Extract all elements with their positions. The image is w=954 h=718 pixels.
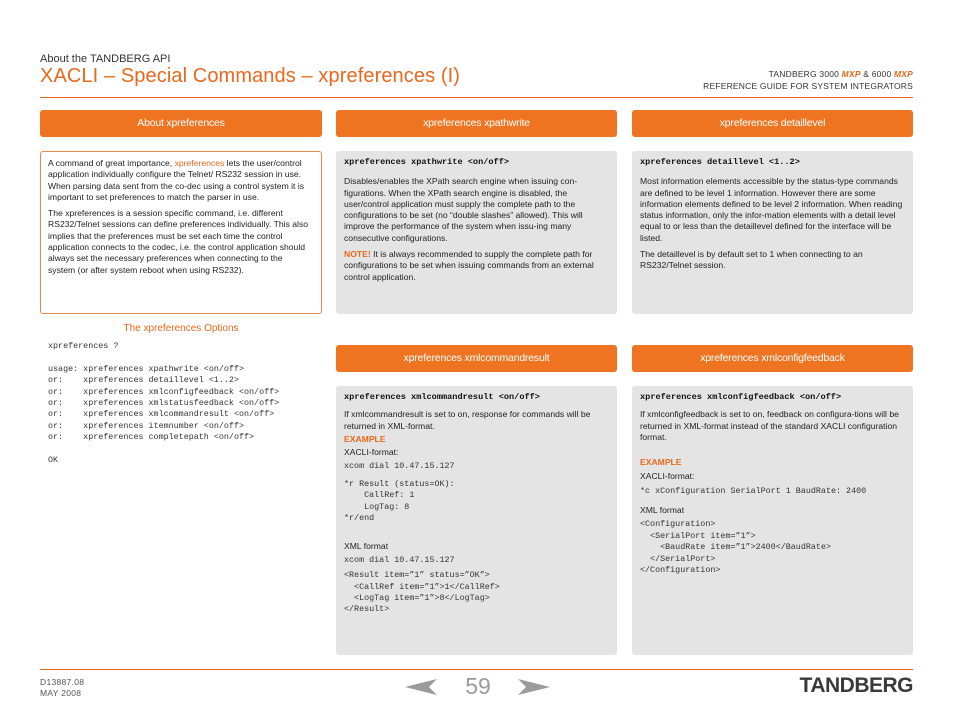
detaillevel-description: Most information elements accessible by the status-type commands are defined to be level 1 information. However there are some information elements defined to be level 2 information. When reading status information, only the infor-mation elements with a detail level equal to or less than the detaillevel defined for the interface will be listed.: [640, 176, 903, 243]
xmlconfigfeedback-xml-result: <Configuration> <SerialPort item=”1”> <BaudRate item=”1”>2400</BaudRate> </SerialPort> </Configuration>: [640, 519, 831, 576]
about-paragraph-1: [48, 158, 312, 203]
tab-about-xpreferences[interactable]: About xpreferences: [40, 110, 322, 137]
document-id: D13887.08: [40, 677, 85, 687]
previous-page-arrow-icon[interactable]: [405, 678, 437, 701]
tab-xmlcommandresult[interactable]: xpreferences xmlcommandresult: [336, 345, 617, 372]
header-divider: [40, 97, 913, 98]
product-name-6000: & 6000: [860, 69, 892, 79]
detaillevel-panel: [632, 151, 913, 314]
xpathwrite-panel: [336, 151, 617, 314]
detaillevel-default: The detaillevel is by default set to 1 when connecting to an RS232/Telnet session.: [640, 249, 863, 271]
xpathwrite-syntax: xpreferences xpathwrite <on/off>: [344, 157, 510, 167]
footer-doc-info: [40, 677, 84, 699]
tab-detaillevel[interactable]: xpreferences detaillevel: [632, 110, 913, 137]
xmlcommandresult-description: If xmlcommandresult is set to on, response for commands will be returned in XML-format.: [344, 409, 591, 431]
xmlconfigfeedback-xacli-command: *c xConfiguration SerialPort 1 BaudRate: 2400: [640, 485, 867, 496]
xmlcommandresult-xacli-label: XACLI-format:: [344, 447, 399, 458]
xmlcommandresult-xacli-command: xcom dial 10.47.15.127: [344, 461, 455, 472]
note-text: It is always recommended to supply the complete path for configurations to be set when issuing commands from an external control application.: [344, 249, 594, 282]
xmlconfigfeedback-xml-label: XML format: [640, 505, 685, 516]
xmlcommandresult-panel: [336, 386, 617, 655]
options-heading: The xpreferences Options: [123, 323, 239, 334]
page-title: XACLI – Special Commands – xpreferences (I): [40, 65, 461, 87]
document-date: MAY 2008: [40, 688, 82, 698]
xmlcommandresult-xml-command: xcom dial 10.47.15.127: [344, 554, 455, 565]
about-p1-end: lets the user/control application individually configure the Telnet/ RS232 session in use. When parsing data sent from the co-dec using a control system it is important to set preferences to match the parser in use.: [48, 158, 305, 202]
xmlcommandresult-xml-result: <Result item=”1” status=”OK”> <CallRef item=”1”>1</CallRef> <LogTag item=”1”>8</LogTag> </Result>: [344, 570, 500, 615]
xmlcommandresult-example-label: EXAMPLE: [344, 433, 386, 444]
section-subtitle: About the TANDBERG API: [40, 53, 171, 65]
xpathwrite-note: [344, 249, 609, 283]
product-name-3000: TANDBERG 3000: [768, 69, 840, 79]
mxp-label-2: MXP: [893, 69, 913, 79]
about-p1-start: A command of great importance,: [48, 158, 175, 168]
page-number: 59: [465, 673, 491, 699]
about-paragraph-2: The xpreferences is a session specific command, i.e. different RS232/Telnet sessions can define preferences individually. This also implies that the preferences must be set each time the control application connects to the codec, i.e. the control application should always set the necessary preferences when connecting to the system (or after system reboot when using RS232).: [48, 208, 309, 275]
note-label: NOTE!: [344, 249, 371, 260]
detaillevel-syntax: xpreferences detaillevel <1..2>: [640, 157, 800, 167]
xmlconfigfeedback-panel: [632, 386, 913, 655]
reference-guide-label: REFERENCE GUIDE FOR SYSTEM INTEGRATORS: [703, 81, 913, 91]
xmlcommandresult-xml-label: XML format: [344, 540, 389, 551]
xmlconfigfeedback-example-label: EXAMPLE: [640, 457, 682, 468]
about-text: [48, 158, 312, 281]
xmlconfigfeedback-description: If xmlconfigfeedback is set to on, feedback on configura-tions will be returned in XML-format instead of the standard XACLI configuration format.: [640, 409, 899, 442]
xmlcommandresult-xacli-result: *r Result (status=OK): CallRef: 1 LogTag: 8 *r/end: [344, 478, 455, 524]
xmlcommandresult-syntax: xpreferences xmlcommandresult <on/off>: [344, 392, 540, 402]
xmlconfigfeedback-syntax: xpreferences xmlconfigfeedback <on/off>: [640, 392, 842, 402]
tab-xpathwrite[interactable]: xpreferences xpathwrite: [336, 110, 617, 137]
tandberg-logo: TANDBERG: [799, 674, 913, 697]
xpathwrite-description: Disables/enables the XPath search engine when issuing con-figurations. When the XPath search engine is disabled, the user/control application must supply the complete path to the configurations to be set (no “double slashes” allowed). This will improve the performance of the system when issu-ing many consecutive configurations.: [344, 176, 583, 243]
xpreferences-link[interactable]: xpreferences: [174, 158, 225, 168]
mxp-label-1: MXP: [841, 69, 861, 79]
header-product-info: [703, 68, 913, 92]
footer-divider: [40, 669, 913, 670]
tab-xmlconfigfeedback[interactable]: xpreferences xmlconfigfeedback: [632, 345, 913, 372]
next-page-arrow-icon[interactable]: [518, 678, 550, 701]
xmlconfigfeedback-xacli-label: XACLI-format:: [640, 471, 695, 482]
options-code-block: xpreferences ? usage: xpreferences xpathwrite <on/off> or: xpreferences detaillevel <1..2> or: xpreferences xmlconfigfeedback <on/off> or: xpreferences xmlstatusfeedback <on/off> or: xpreferences xmlcommandresult <on/off> or: xpreferences itemnumber <on/off> or: xpreferences completepath <on/off> OK: [48, 341, 280, 466]
